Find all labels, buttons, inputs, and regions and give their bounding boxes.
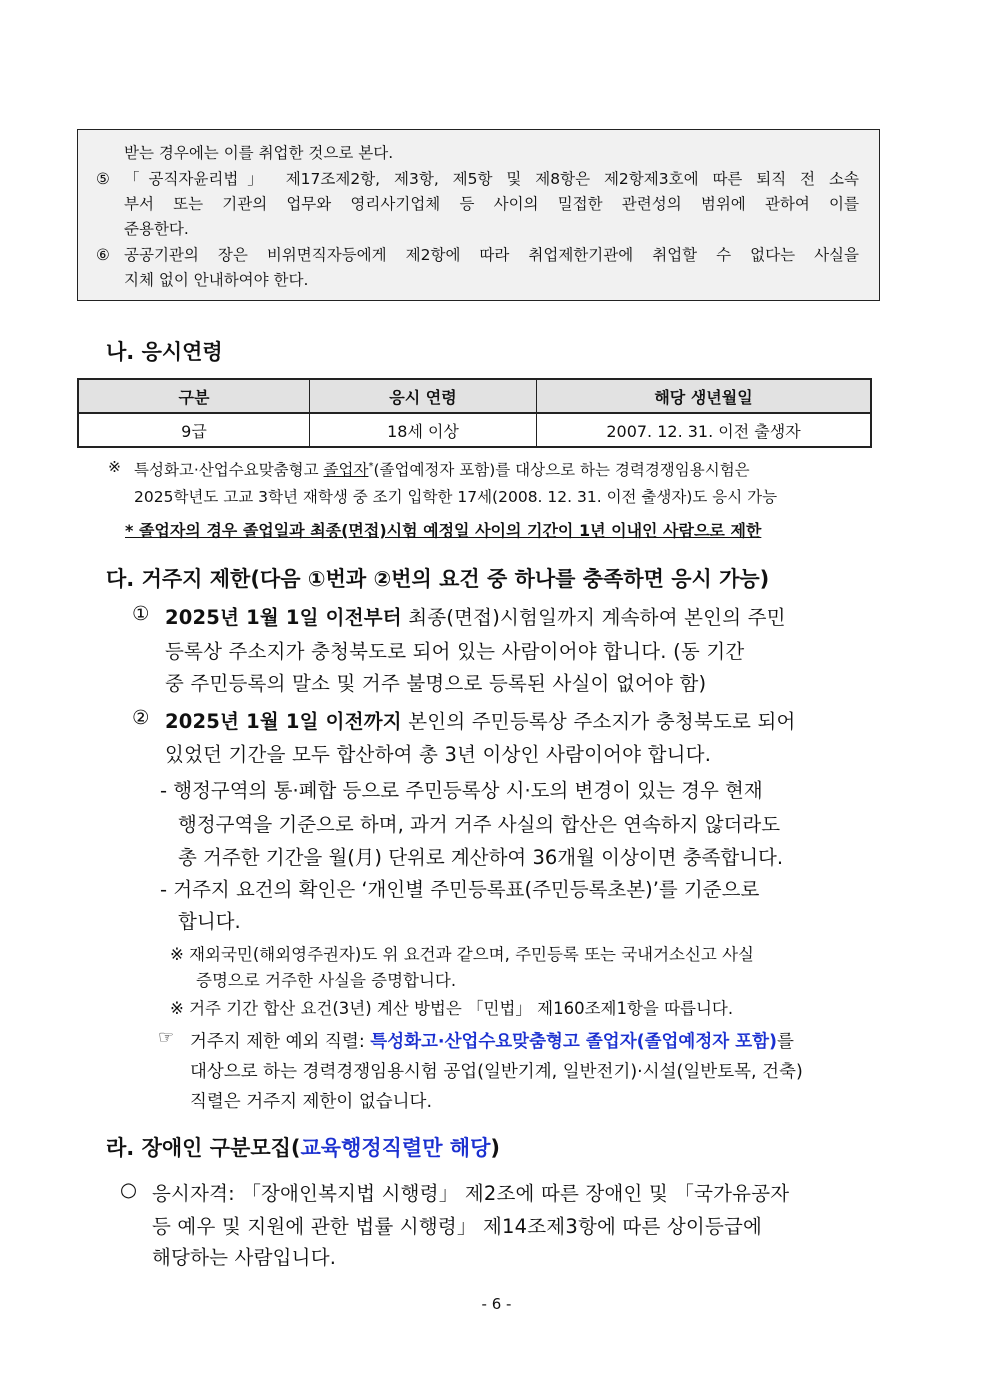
- table-header: 해당 생년월일: [537, 379, 872, 413]
- table-row: [78, 413, 871, 447]
- table-header: 응시 연령: [310, 379, 537, 413]
- exception-line: [190, 1028, 794, 1053]
- dash-item-line: 행정구역을 기준으로 하며, 과거 거주 사실의 합산은 연속하지 않더라도: [178, 813, 781, 836]
- table-cell: 2007. 12. 31. 이전 출생자: [537, 413, 872, 447]
- box-mark: ⑤: [96, 170, 110, 188]
- exception-text: 를: [777, 1032, 794, 1052]
- exception-target: 특성화고·산업수요맞춤형고 졸업자(졸업예정자 포함): [370, 1032, 778, 1052]
- condition-2-text: 본인의 주민등록상 주소지가 충청북도로 되어: [401, 710, 796, 733]
- condition-1-line: [165, 602, 786, 630]
- box-line: 공공기관의 장은 비위면직자등에게 제2항에 따라 취업제한기관에 취업할 수 없다는 사실을: [124, 246, 859, 264]
- box-line: 받는 경우에는 이를 취업한 것으로 본다.: [124, 144, 394, 162]
- residence-note-line: ※ 재외국민(해외영주권자)도 위 요건과 같으며, 주민등록 또는 국내거소신고 사실: [170, 945, 754, 964]
- age-table: [77, 378, 872, 448]
- section-title-disability: [106, 1132, 500, 1162]
- graduate-definition-note: * 졸업자의 경우 졸업일과 최종(면접)시험 예정일 사이의 기간이 1년 이내인 사람으로 제한: [125, 521, 762, 540]
- dash-item-line: 합니다.: [178, 910, 241, 933]
- condition-mark: ①: [132, 602, 150, 625]
- note-asterisk: *: [368, 460, 374, 472]
- condition-2-date: 2025년 1월 1일 이전까지: [165, 710, 402, 733]
- condition-2-line: [165, 706, 796, 734]
- condition-1-line: 중 주민등록의 말소 및 거주 불명으로 등록된 사실이 없어야 함): [165, 672, 707, 695]
- box-mark: ⑥: [96, 246, 110, 264]
- exception-line: 대상으로 하는 경력경쟁임용시험 공업(일반기계, 일반전기)·시설(일반토목, 건축): [190, 1062, 803, 1082]
- table-cell: 18세 이상: [310, 413, 537, 447]
- dash-item-line: - 행정구역의 통·폐합 등으로 주민등록상 시·도의 변경이 있는 경우 현재: [160, 779, 763, 802]
- table-header-row: [78, 379, 871, 413]
- page-number: - 6 -: [481, 1295, 512, 1313]
- section-title-highlight: 교육행정직렬만 해당: [300, 1136, 491, 1160]
- law-excerpt-box: [77, 129, 880, 301]
- residence-note-line: ※ 거주 기간 합산 요건(3년) 계산 방법은 「민법」 제160조제1항을 따릅니다.: [170, 999, 734, 1018]
- dash-item-line: 총 거주한 기간을 월(月) 단위로 계산하여 36개월 이상이면 충족합니다.: [178, 846, 784, 869]
- disability-line: 등 예우 및 지원에 관한 법률 시행령」 제14조제3항에 따른 상이등급에: [152, 1215, 763, 1238]
- condition-mark: ②: [132, 706, 150, 729]
- condition-1-line: 등록상 주소지가 충청북도로 되어 있는 사람이어야 합니다. (동 기간: [165, 640, 745, 663]
- table-cell: 9급: [78, 413, 310, 447]
- section-title-text: ): [490, 1136, 500, 1160]
- box-line: 지체 없이 안내하여야 한다.: [124, 271, 309, 289]
- condition-2-line: 있었던 기간을 모두 합산하여 총 3년 이상인 사람이어야 합니다.: [165, 743, 712, 766]
- note-mark: ※: [108, 458, 121, 476]
- residence-note-line: 증명으로 거주한 사실을 증명합니다.: [196, 971, 457, 990]
- box-line: 「공직자윤리법」 제17조제2항, 제3항, 제5항 및 제8항은 제2항제3호에 따른 퇴직 전 소속: [124, 170, 859, 188]
- section-title-text: 라. 장애인 구분모집(: [106, 1136, 301, 1160]
- box-line: 부서 또는 기관의 업무와 영리사기업체 등 사이의 밀접한 관련성의 범위에 관하여 이를: [124, 195, 859, 213]
- note-text-graduate: 졸업자: [323, 461, 369, 479]
- section-title-residence: 다. 거주지 제한(다음 ①번과 ②번의 요건 중 하나를 충족하면 응시 가능): [106, 567, 770, 591]
- exception-line: 직렬은 거주지 제한이 없습니다.: [190, 1092, 433, 1112]
- bullet-circle: ○: [120, 1178, 138, 1201]
- box-line: 준용한다.: [124, 220, 189, 238]
- disability-line: 응시자격: 「장애인복지법 시행령」 제2조에 따른 장애인 및 「국가유공자: [152, 1182, 790, 1205]
- note-text: 특성화고·산업수요맞춤형고: [134, 461, 324, 479]
- condition-1-text: 최종(면접)시험일까지 계속하여 본인의 주민: [401, 606, 786, 629]
- disability-line: 해당하는 사람입니다.: [152, 1246, 337, 1269]
- age-note-line: [134, 458, 876, 480]
- dash-item-line: - 거주지 요건의 확인은 ‘개인별 주민등록표(주민등록초본)’를 기준으로: [160, 878, 760, 901]
- condition-1-date: 2025년 1월 1일 이전부터: [165, 606, 402, 629]
- note-text: (졸업예정자 포함)를 대상으로 하는 경력경쟁임용시험은: [373, 461, 750, 479]
- exception-label: 거주지 제한 예외 직렬:: [190, 1032, 371, 1052]
- age-note-line: 2025학년도 고교 3학년 재학생 중 조기 입학한 17세(2008. 12. 31. 이전 출생자)도 응시 가능: [134, 488, 778, 506]
- table-header: 구분: [78, 379, 310, 413]
- section-title-age: 나. 응시연령: [106, 340, 223, 364]
- pointing-hand-icon: ☞: [158, 1027, 175, 1048]
